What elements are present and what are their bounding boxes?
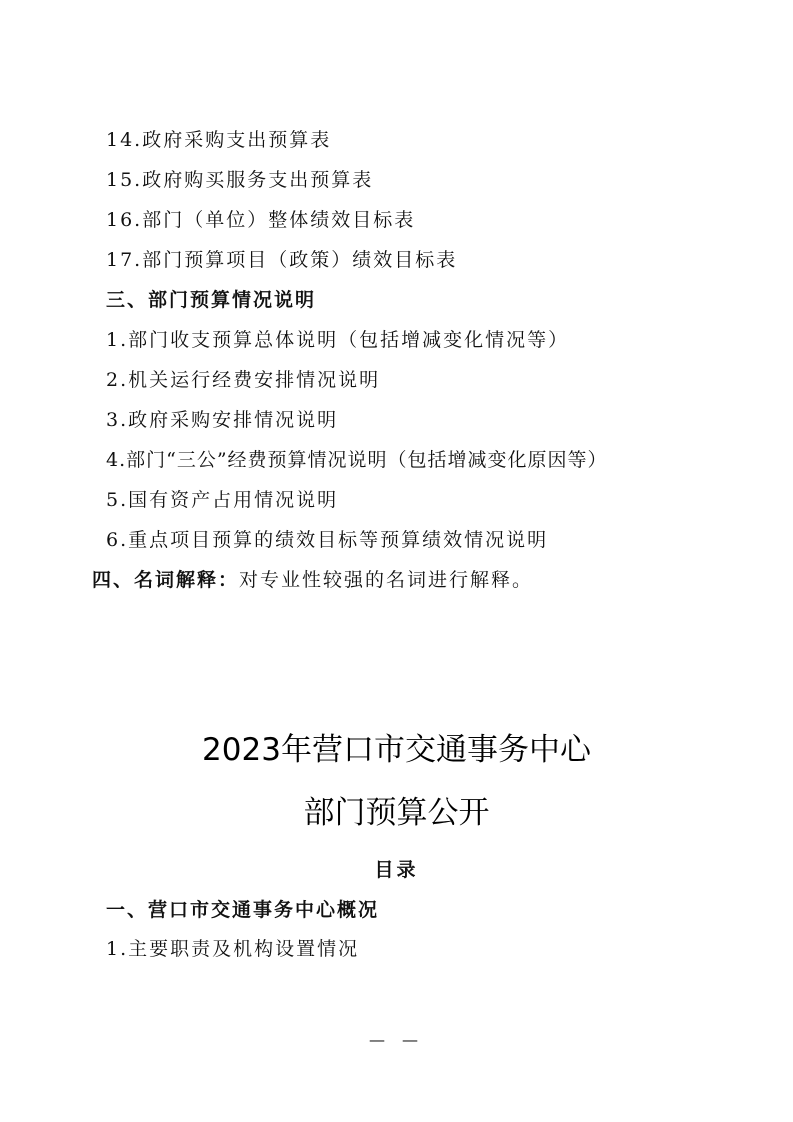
- document-title-line2: 部门预算公开: [303, 795, 490, 831]
- list-item-3-5: 5.国有资产占用情况说明: [106, 489, 339, 511]
- section-four-heading: 四、名词解释：: [92, 569, 240, 591]
- list-item-3-1: 1.部门收支预算总体说明（包括增减变化情况等）: [106, 329, 570, 351]
- list-item-3-3: 3.政府采购安排情况说明: [106, 409, 339, 431]
- list-item-3-2: 2.机关运行经费安排情况说明: [106, 369, 381, 391]
- section-four-text: 对专业性较强的名词进行解释。: [239, 569, 534, 591]
- section-one-heading: 一、营口市交通事务中心概况: [106, 899, 380, 921]
- list-item-15: 15.政府购买服务支出预算表: [106, 169, 374, 191]
- list-item-17: 17.部门预算项目（政策）绩效目标表: [106, 249, 458, 271]
- list-item-3-6: 6.重点项目预算的绩效目标等预算绩效情况说明: [106, 529, 549, 551]
- toc-heading: 目录: [374, 859, 419, 881]
- section-four: [92, 568, 533, 592]
- list-item-3-4: 4.部门“三公”经费预算情况说明（包括增减变化原因等）: [106, 449, 608, 471]
- section-three-heading: 三、部门预算情况说明: [106, 289, 317, 311]
- list-item-16: 16.部门（单位）整体绩效目标表: [106, 209, 416, 231]
- document-title-line1: 2023年营口市交通事务中心: [202, 732, 591, 768]
- list-item-14: 14.政府采购支出预算表: [106, 129, 332, 151]
- list-item-1-1: 1.主要职责及机构设置情况: [106, 938, 360, 960]
- page-number-marker: — —: [368, 1030, 425, 1049]
